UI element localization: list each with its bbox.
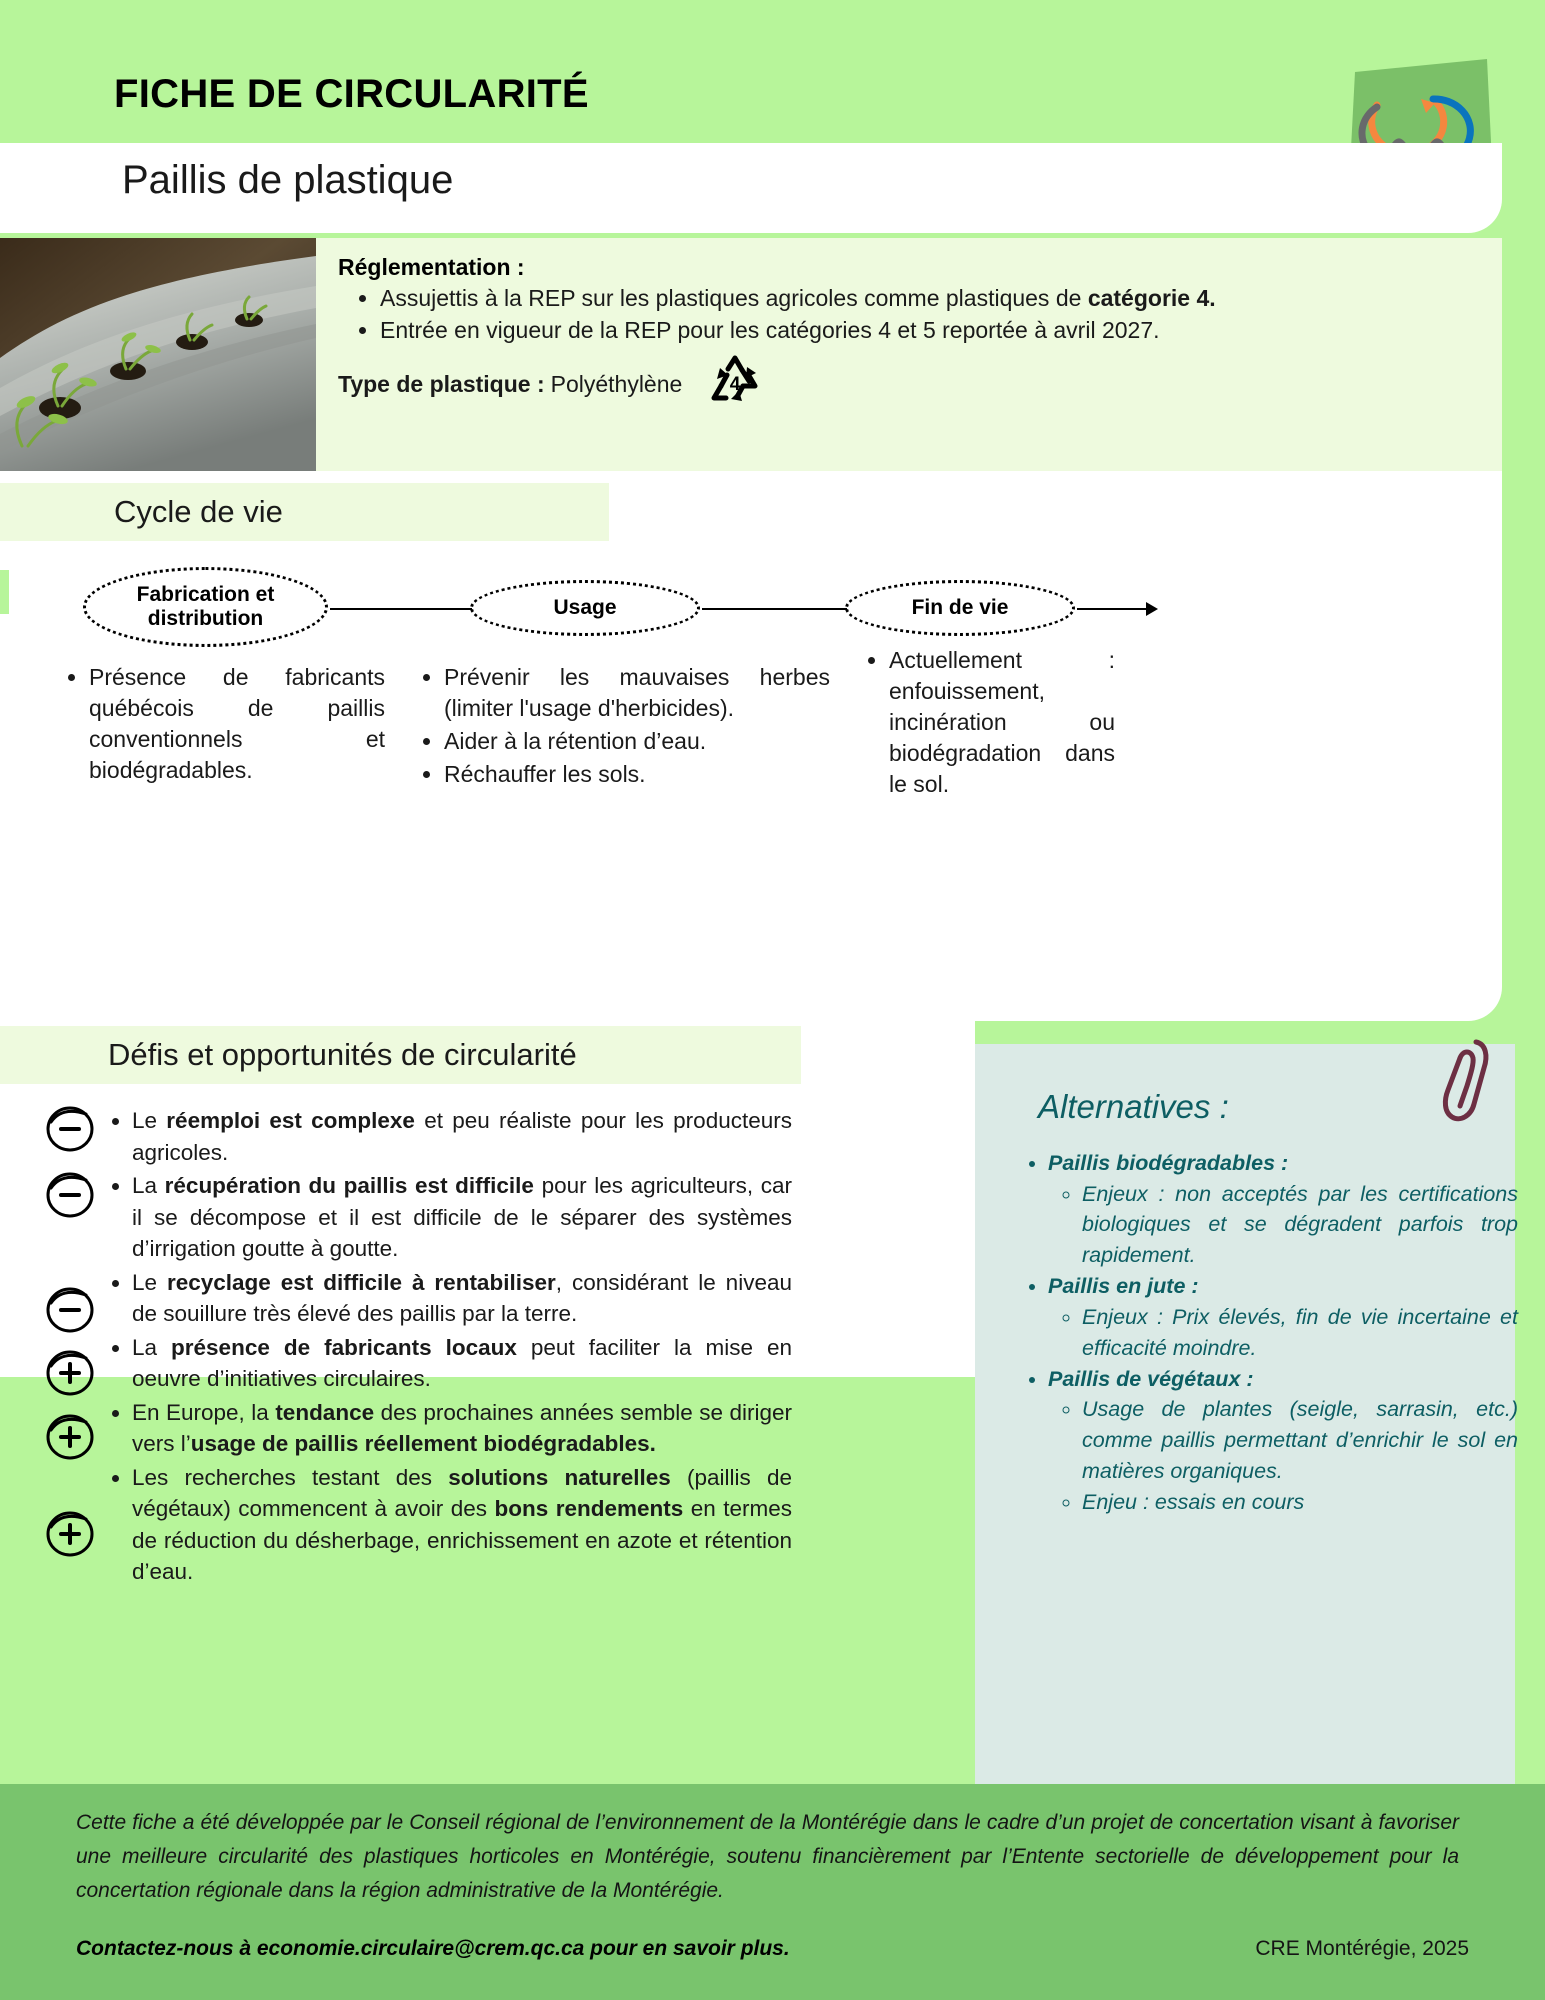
challenge-1-part-1: récupération du paillis est difficile [164,1173,534,1198]
challenge-0-part-0: Le [132,1108,167,1133]
lifecycle-column-1-list [410,662,830,790]
challenge-5-part-4: en termes de réduction du désherbage, enrichissement en azote et rétention d’eau. [132,1496,793,1584]
list-item: ◦ Enjeux : Prix élevés, fin de vie incertaine et efficacité moindre. [1082,1302,1518,1364]
list-item [132,1267,792,1330]
alternatives-item [1048,1148,1518,1271]
challenge-0-part-1: réemploi est complexe [166,1108,415,1133]
list-item: • Aider à la rétention d’eau. [444,726,830,757]
list-item: ◦ Usage de plantes (seigle, sarrasin, etc.) comme paillis permettant d’enrichir le sol en matières organiques. [1082,1394,1518,1487]
lifecycle-panel-lower [0,821,1502,1021]
challenge-3-part-2: peut faciliter la mise en oeuvre d’initiatives circulaires. [132,1334,792,1391]
challenge-0-part-2: et peu réaliste pour les producteurs agricoles. [132,1108,792,1165]
challenge-1-part-2: pour les agriculteurs, car il se décompose et il est difficile de le séparer des systèmes d’irrigation goutte à goutte. [132,1173,793,1261]
lifecycle-stage-1 [470,580,700,636]
challenge-4-part-3: usage de paillis réellement biodégradables. [190,1431,656,1456]
challenge-1-part-0: La [132,1173,165,1198]
lifecycle-diagram [0,555,1502,675]
list-item: ◦ Enjeux : non acceptés par les certifications biologiques et se dégradent parfois trop rapidement. [1082,1179,1518,1272]
challenge-4-part-1: tendance [275,1399,375,1425]
alternatives-item-label: Paillis en jute : [1048,1274,1199,1299]
lifecycle-stage-0 [83,567,328,647]
alternatives-list [1018,1148,1518,1518]
list-item: • Prévenir les mauvaises herbes (limiter l'usage d'herbicides). [444,662,830,724]
regulation-bullet-0-bold: catégorie 4. [1087,285,1216,311]
footer-contact[interactable]: Contactez-nous à economie.circulaire@crem.qc.ca pour en savoir plus. [76,1937,790,1960]
challenge-5-part-2: (paillis de végétaux) commencent à avoir des [132,1464,793,1521]
paperclip-icon [1440,1038,1494,1130]
minus-icon [44,1285,96,1335]
section-heading-lifecycle-label: Cycle de vie [114,494,283,529]
list-item: • Réchauffer les sols. [444,759,830,790]
mulch-photo [0,238,316,471]
plastic-type-label: Type de plastique : [338,370,545,397]
recycling-symbol-icon [704,354,766,414]
alternatives-item [1048,1271,1518,1363]
challenge-2-part-1: recyclage est difficile à rentabiliser [166,1269,556,1295]
list-item [132,1462,792,1588]
plus-icon [44,1509,96,1559]
lifecycle-arrow-icon [1146,602,1158,616]
regulation-heading: Réglementation : [338,254,525,280]
plastic-type-value: Polyéthylène [550,370,683,397]
challenge-3-part-1: présence de fabricants locaux [171,1334,517,1360]
challenge-5-part-1: solutions naturelles [448,1464,671,1490]
challenge-4-part-0: En Europe, la [132,1399,276,1425]
section-heading-challenges [0,1026,801,1084]
alternatives-subitems [1048,1394,1518,1518]
challenges-list [100,1105,792,1590]
list-item [380,283,1462,314]
lifecycle-connector-0 [330,608,472,610]
lifecycle-connector-1 [702,608,847,610]
lifecycle-column-0-list [55,662,385,786]
minus-icon [44,1170,96,1220]
list-item: • Présence de fabricants québécois de paillis conventionnels et biodégradables. [89,662,385,786]
lifecycle-stage-0-label: Fabrication et distribution [136,582,275,630]
document-subtitle: Paillis de plastique [122,158,454,202]
challenge-3-part-0: La [132,1334,172,1360]
section-heading-challenges-label: Défis et opportunités de circularité [108,1037,577,1072]
recycling-code-number: 4 [730,374,741,396]
list-item [132,1397,792,1460]
list-item [132,1170,792,1265]
regulation-box [316,238,1502,471]
lifecycle-column-2 [855,645,1115,802]
page-title: FICHE DE CIRCULARITÉ [114,72,589,116]
lifecycle-column-2-list [855,645,1115,800]
list-item [132,1332,792,1395]
regulation-bullet-0-pre: Assujettis à la REP sur les plastiques agricoles comme plastiques de [380,285,1088,311]
challenge-4-part-2: des prochaines années semble se diriger vers l’ [132,1399,793,1456]
challenge-2-part-2: , considérant le niveau de souillure très élevé des paillis par la terre. [132,1269,792,1326]
alternatives-title: Alternatives : [1038,1088,1229,1125]
list-item: • Actuellement : enfouissement, incinération ou biodégradation dans le sol. [889,645,1115,800]
lifecycle-stage-1-label: Usage [553,595,617,619]
lifecycle-stage-2-label: Fin de vie [911,595,1009,619]
plastic-type-line [338,354,1462,414]
challenge-5-part-3: bons rendements [494,1496,684,1521]
alternatives-item-label: Paillis de végétaux : [1048,1366,1254,1391]
list-item: ◦ Enjeu : essais en cours [1082,1487,1518,1518]
minus-icon [44,1104,96,1154]
mulch-photo-image [0,238,316,471]
lifecycle-stage-2 [845,580,1075,636]
list-item [132,1105,792,1168]
footer-credit: CRE Montérégie, 2025 [1255,1937,1469,1960]
list-item [380,315,1462,346]
plus-icon [44,1412,96,1462]
alternatives-subitems [1048,1179,1518,1272]
alternatives-item [1048,1364,1518,1518]
lifecycle-connector-2 [1077,608,1149,610]
regulation-bullets [338,283,1462,345]
alternatives-subitems [1048,1302,1518,1364]
regulation-bullet-1-pre: Entrée en vigueur de la REP pour les catégories 4 et 5 reportée à avril 2027. [380,316,1160,343]
challenge-5-part-0: Les recherches testant des [132,1464,449,1490]
lifecycle-column-0 [55,662,385,788]
lifecycle-column-1 [410,662,830,792]
section-heading-lifecycle [0,483,609,541]
plus-icon [44,1348,96,1398]
challenge-2-part-0: Le [132,1269,167,1295]
alternatives-item-label: Paillis biodégradables : [1048,1151,1289,1175]
footer-description: Cette fiche a été développée par le Conseil régional de l’environnement de la Montérégie dans le cadre d’un projet de concertation visant à favoriser une meilleure circularité des plastiques horticoles en Montérégie, soutenu financièrement par l’Entente sectorielle de développement pour la concertation régionale dans la région administrative de la Montérégie. [76,1811,1459,1903]
